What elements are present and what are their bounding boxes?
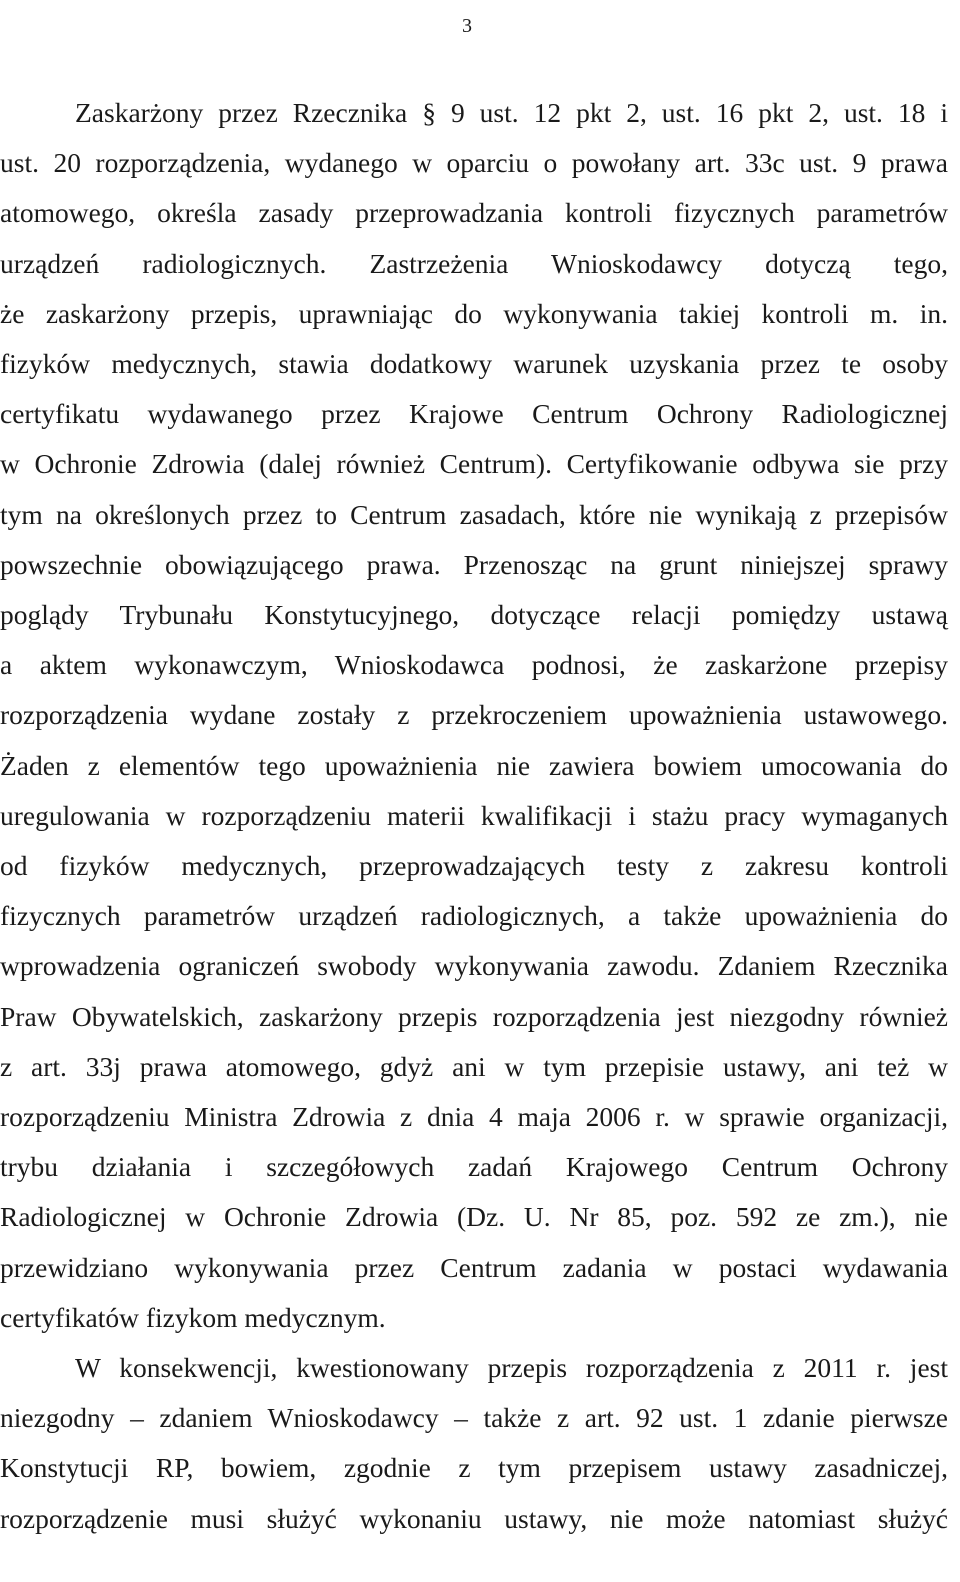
text-line: że zaskarżony przepis, uprawniając do wykonywania takiej kontroli m. in. <box>0 297 948 329</box>
text-line: niezgodny – zdaniem Wnioskodawcy – także z art. 92 ust. 1 zdanie pierwsze <box>0 1402 948 1434</box>
text-line: rozporządzenie musi służyć wykonaniu ustawy, nie może natomiast służyć <box>0 1502 948 1534</box>
text-line: W konsekwencji, kwestionowany przepis rozporządzenia z 2011 r. jest <box>75 1352 948 1383</box>
text-line: Radiologicznej w Ochronie Zdrowia (Dz. U. Nr 85, poz. 592 ze zm.), nie <box>0 1201 948 1233</box>
text-line: wprowadzenia ograniczeń swobody wykonywania zawodu. Zdaniem Rzecznika <box>0 950 948 982</box>
text-line: rozporządzenia wydane zostały z przekroczeniem upoważnienia ustawowego. <box>0 699 948 731</box>
text-line: od fizyków medycznych, przeprowadzających testy z zakresu kontroli <box>0 850 948 881</box>
text-line: przewidziano wykonywania przez Centrum zadania w postaci wydawania <box>0 1251 948 1283</box>
text-line: a aktem wykonawczym, Wnioskodawca podnosi, że zaskarżone przepisy <box>0 649 948 681</box>
text-line: atomowego, określa zasady przeprowadzania kontroli fizycznych parametrów <box>0 197 948 229</box>
text-line: rozporządzeniu Ministra Zdrowia z dnia 4 maja 2006 r. w sprawie organizacji, <box>0 1101 948 1132</box>
text-line: urządzeń radiologicznych. Zastrzeżenia Wnioskodawcy dotyczą tego, <box>0 247 948 279</box>
text-line: fizycznych parametrów urządzeń radiologicznych, a także upoważnienia do <box>0 900 948 932</box>
text-line: powszechnie obowiązującego prawa. Przenosząc na grunt niniejszej sprawy <box>0 548 948 580</box>
text-line: certyfikatu wydawanego przez Krajowe Centrum Ochrony Radiologicznej <box>0 398 948 430</box>
page-number: 3 <box>462 15 472 37</box>
text-line: certyfikatów fizykom medycznym. <box>0 1301 386 1333</box>
text-line: uregulowania w rozporządzeniu materii kwalifikacji i stażu pracy wymaganych <box>0 799 948 831</box>
text-line: Żaden z elementów tego upoważnienia nie zawiera bowiem umocowania do <box>0 749 948 781</box>
text-line: z art. 33j prawa atomowego, gdyż ani w tym przepisie ustawy, ani też w <box>0 1050 948 1082</box>
text-line: Konstytucji RP, bowiem, zgodnie z tym przepisem ustawy zasadniczej, <box>0 1452 948 1484</box>
text-line: tym na określonych przez to Centrum zasadach, które nie wynikają z przepisów <box>0 498 948 530</box>
text-line: fizyków medycznych, stawia dodatkowy warunek uzyskania przez te osoby <box>0 348 948 379</box>
text-line: poglądy Trybunału Konstytucyjnego, dotyczące relacji pomiędzy ustawą <box>0 599 948 630</box>
text-line: w Ochronie Zdrowia (dalej również Centrum). Certyfikowanie odbywa sie przy <box>0 448 948 480</box>
text-line: ust. 20 rozporządzenia, wydanego w oparciu o powołany art. 33c ust. 9 prawa <box>0 147 948 179</box>
text-line: Praw Obywatelskich, zaskarżony przepis rozporządzenia jest niezgodny również <box>0 1000 948 1032</box>
text-line: Zaskarżony przez Rzecznika § 9 ust. 12 pkt 2, ust. 16 pkt 2, ust. 18 i <box>75 97 948 128</box>
text-line: trybu działania i szczegółowych zadań Krajowego Centrum Ochrony <box>0 1151 948 1183</box>
